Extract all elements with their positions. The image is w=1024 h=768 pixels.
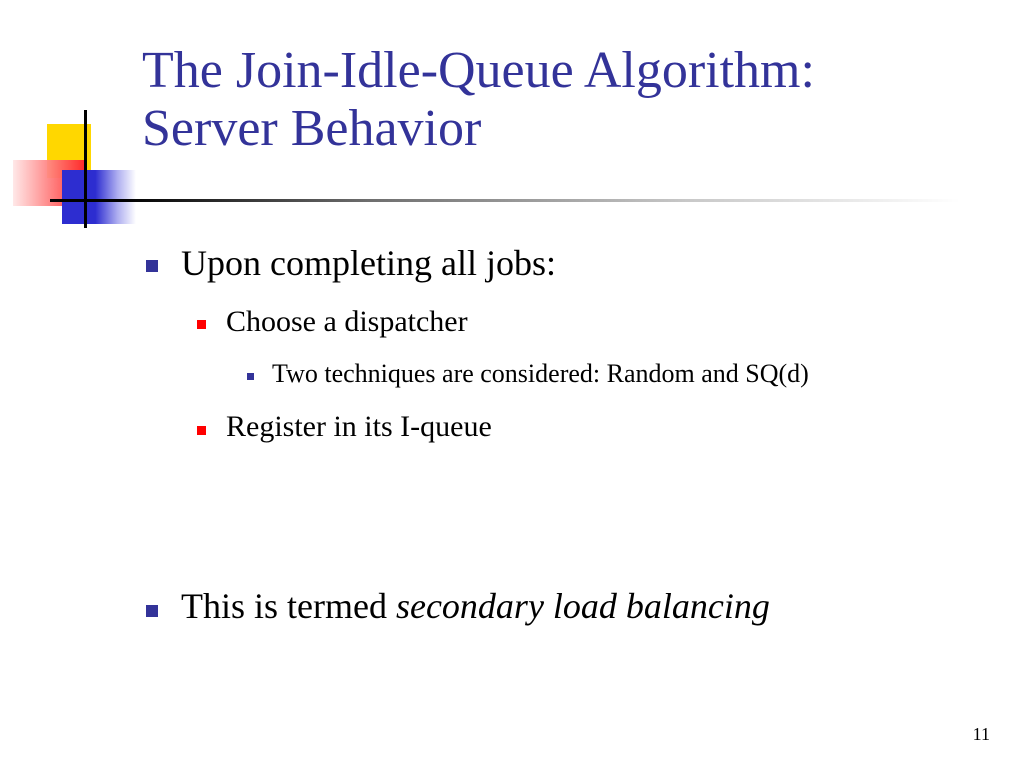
bullet-text: Upon completing all jobs: bbox=[181, 243, 556, 283]
title-underline bbox=[50, 199, 960, 202]
bullet-text-emphasis: secondary load balancing bbox=[395, 586, 770, 626]
page-number: 11 bbox=[972, 724, 990, 744]
bullet-text: Choose a dispatcher bbox=[226, 305, 468, 338]
square-bullet-icon bbox=[197, 426, 206, 435]
square-bullet-icon bbox=[146, 605, 158, 617]
bullet-text: Register in its I-queue bbox=[226, 410, 492, 443]
square-bullet-icon bbox=[197, 320, 206, 329]
bullet-text-prefix: This is termed bbox=[181, 586, 396, 626]
bullet-text: Two techniques are considered: Random and SQ(d) bbox=[272, 359, 809, 388]
slide-title bbox=[142, 42, 1002, 158]
square-bullet-icon bbox=[146, 260, 158, 272]
logo-blue-square bbox=[62, 170, 136, 224]
square-bullet-icon bbox=[247, 373, 254, 380]
logo-vertical-line bbox=[84, 110, 87, 228]
title-line-1: The Join-Idle-Queue Algorithm: bbox=[142, 42, 815, 99]
bullet-text bbox=[181, 585, 770, 627]
title-line-2: Server Behavior bbox=[142, 100, 482, 157]
